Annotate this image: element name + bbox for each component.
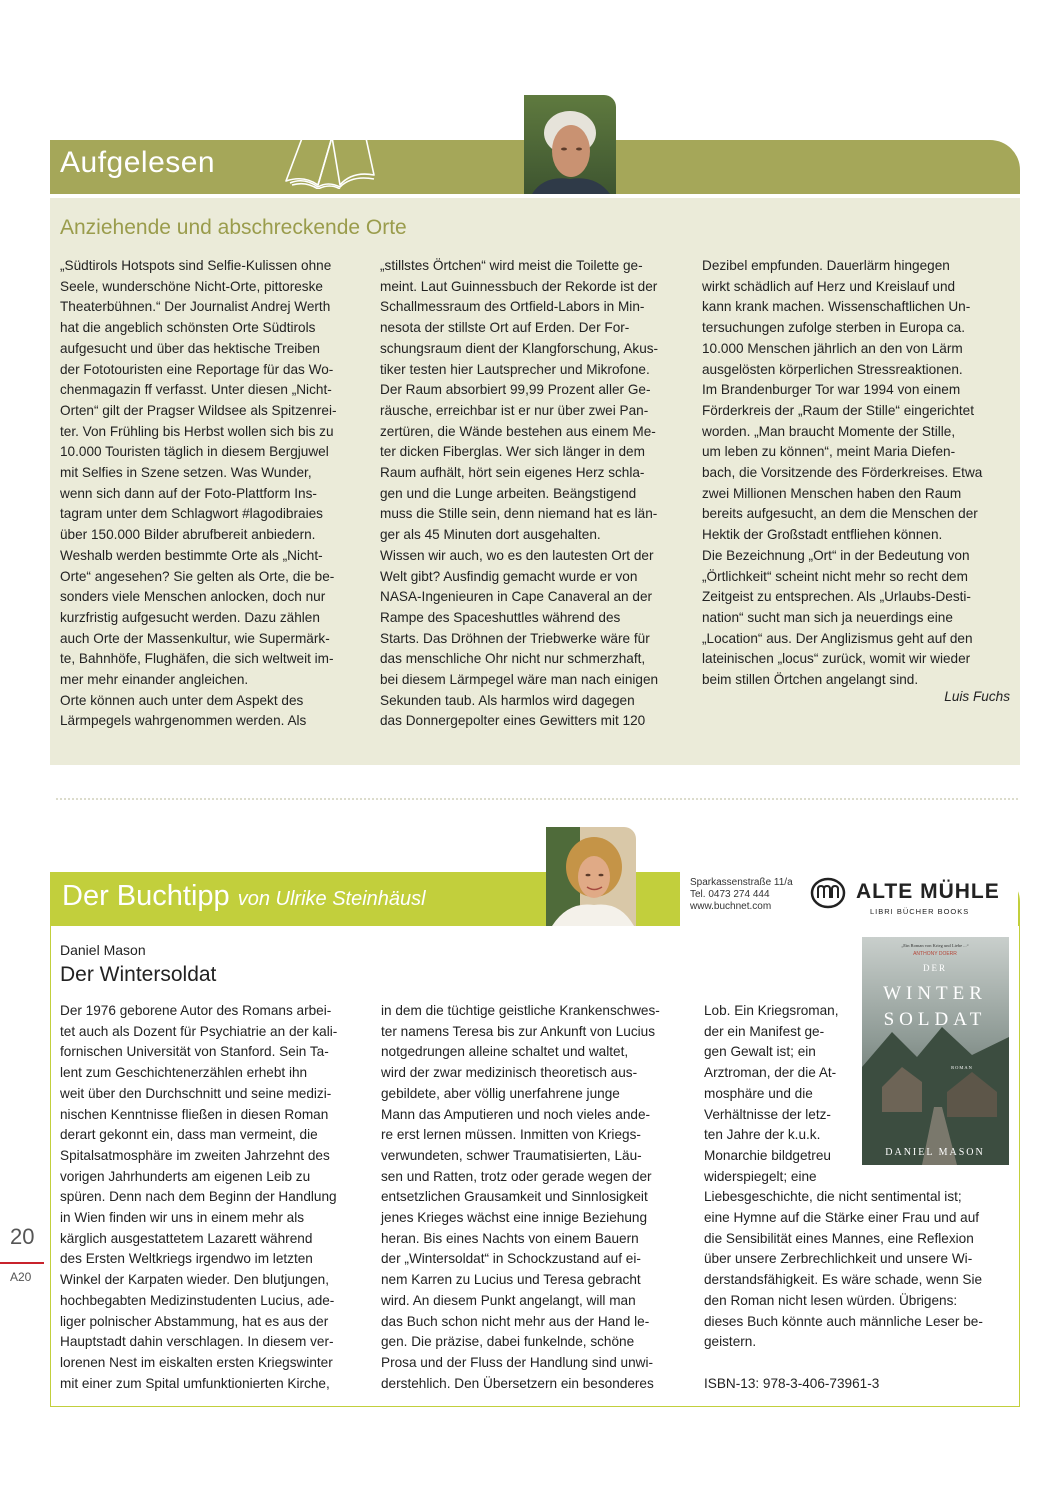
- section-divider: [56, 798, 1018, 800]
- text-line: Weshalb werden bestimmte Orte als „Nicht-: [60, 547, 323, 563]
- text-line: Der Raum absorbiert 99,99 Prozent aller Ge-: [380, 382, 651, 398]
- cover-quote-author: ANTHONY DOERR: [913, 951, 957, 957]
- text-line: wird der zwar medizinisch theoretisch aus-: [381, 1065, 638, 1081]
- article-author: Luis Fuchs: [944, 689, 1010, 704]
- text-line: derart gekonnt ein, dass man vermeint, die: [60, 1127, 318, 1143]
- text-line: verwundeten, schwer Traumatisierten, Läu-: [381, 1147, 642, 1163]
- cover-roman: ROMAN: [951, 1065, 973, 1070]
- author-photo-luis-fuchs: [524, 95, 616, 194]
- text-line: der ein Manifest ge-: [704, 1023, 825, 1039]
- text-line: das Buch schon nicht mehr aus der Hand le-: [381, 1313, 650, 1329]
- text-line: nem Karren zu Lucius und Teresa gebracht: [381, 1272, 641, 1288]
- cover-quote: „Ein Roman von Krieg und Liebe ...“: [901, 943, 969, 948]
- buchtipp-column-1: [60, 1001, 370, 1394]
- text-line: sonders viele Menschen anlocken, doch nur: [60, 589, 326, 605]
- text-line: den Roman nicht lesen würden. Übrigens:: [704, 1292, 958, 1308]
- text-line: Seele, wunderschöne Nicht-Orte, pittoreske: [60, 278, 323, 294]
- buchtipp-byline: von Ulrike Steinhäusl: [237, 888, 426, 910]
- aufgelesen-column-1: [60, 256, 370, 732]
- text-line: über unsere Zerbrechlichkeit und unsere Wi-: [704, 1251, 973, 1267]
- text-line: re erst lernen müssen. Inmitten von Kriegs-: [381, 1127, 641, 1143]
- text-line: notgedrungen alleine schaltet und waltet,: [381, 1044, 629, 1060]
- buchtipp-column-3: [704, 1001, 1014, 1394]
- text-line: um leben zu können“, meint Maria Diefen-: [702, 444, 956, 460]
- open-book-icon: [282, 117, 378, 189]
- text-line: tet auch als Dozent für Psychiatrie an der kali-: [60, 1023, 338, 1039]
- book-author: Daniel Mason: [60, 942, 146, 958]
- text-line: Starts. Das Dröhnen der Triebwerke wäre für: [380, 630, 650, 646]
- text-line: ausgelösten körperlichen Stressreaktionen.: [702, 361, 963, 377]
- address-phone: Tel. 0473 274 444: [690, 889, 770, 900]
- text-line: bei diesem Lärmpegel wäre man nach einigen: [380, 672, 659, 688]
- text-line: tagram unter dem Schlagwort #lagodibraies: [60, 506, 323, 522]
- page-number: 20: [10, 1224, 35, 1249]
- text-line: die Sensibilität eines Mannes, eine Reflexion: [704, 1230, 974, 1246]
- text-line: Dezibel empfunden. Dauerlärm hingegen: [702, 258, 950, 273]
- text-line: worden. „Man braucht Momente der Stille,: [702, 423, 956, 439]
- text-line: Liebesgeschichte, die nicht sentimental ist;: [704, 1189, 962, 1205]
- aufgelesen-title: Aufgelesen: [60, 146, 216, 179]
- cover-title-line2: SOLDAT: [883, 1009, 987, 1030]
- text-line: Hektik der Großstadt entfliehen können.: [702, 527, 943, 543]
- text-line: über 150.000 Bilder abrufbereit anbiedern.: [60, 527, 316, 543]
- text-line: „stillstes Örtchen“ wird meist die Toilette ge-: [380, 258, 643, 273]
- text-line: schungsraum dient der Klangforschung, Akus-: [380, 340, 659, 356]
- text-line: ter. Von Frühling bis Herbst wollen sich bis zu: [60, 423, 334, 439]
- address-website: www.buchnet.com: [690, 901, 772, 912]
- text-line: kann krank machen. Wissenschaftlichen Un-: [702, 299, 971, 315]
- text-line: Spitalsatmosphäre im zweiten Jahrzehnt des: [60, 1147, 330, 1163]
- text-line: in dem die tüchtige geistliche Krankenschwes-: [381, 1003, 660, 1018]
- text-line: aufgesucht und über das hektische Treiben: [60, 340, 320, 356]
- text-line: „Location“ aus. Der Anglizismus geht auf den: [702, 630, 973, 646]
- text-line: mit Selfies in Szene setzen. Was Wunder,: [60, 465, 312, 481]
- text-line: Orte“ angesehen? Sie gelten als Orte, die be-: [60, 568, 335, 584]
- text-line: kärglich ausgestattetem Lazarett während: [60, 1230, 313, 1246]
- text-line: lorenen Nest im eiskalten ersten Kriegswinter: [60, 1354, 333, 1370]
- aufgelesen-column-2: [380, 256, 690, 732]
- aufgelesen-column-3: [702, 256, 1012, 691]
- text-line: Zeitgeist zu entsprechen. Als „Urlaubs-Desti-: [702, 589, 971, 605]
- text-line: gebildete, aber völlig unerfahrene junge: [381, 1085, 620, 1101]
- text-line: des Ersten Weltkriegs irgendwo im letzten: [60, 1251, 313, 1267]
- text-line: nesota der stillste Ort auf Erden. Der For-: [380, 320, 630, 336]
- buchtipp-column-2: [381, 1001, 691, 1394]
- text-line: Die Bezeichnung „Ort“ in der Bedeutung von: [702, 547, 970, 563]
- text-line: gen und die Lunge arbeiten. Beängstigend: [380, 485, 637, 501]
- text-line: Schallmessraum des Ortfield-Labors in Min-: [380, 299, 645, 315]
- text-line: weit über den Durchschnitt und seine medizi-: [60, 1085, 332, 1101]
- text-line: ger als 45 Minuten dort ausgehalten.: [380, 527, 601, 543]
- text-line: meint. Laut Guinnessbuch der Rekorde ist der: [380, 278, 658, 294]
- text-wrap-beside-cover: [704, 1001, 854, 1187]
- text-line: gen. Die präzise, dabei funkelnde, schöne: [381, 1334, 635, 1350]
- text-line: wenn sich dann auf der Foto-Plattform Ins-: [60, 485, 317, 501]
- text-line: Wissen wir auch, wo es den lautesten Ort der: [380, 547, 654, 563]
- sponsor-logo-name: ALTE MÜHLE: [856, 880, 1000, 903]
- text-line: nischen Kenntnisse fließen in diesen Roman: [60, 1106, 329, 1122]
- text-line: Winkel der Karpaten wieder. Den blutjungen,: [60, 1272, 330, 1288]
- text-line: hat die angeblich schönsten Orte Südtirols: [60, 320, 316, 336]
- text-line: lateinischen „locus“ zurück, womit wir wieder: [702, 651, 971, 667]
- text-line: ter namens Teresa bis zur Ankunft von Lucius: [381, 1023, 656, 1039]
- text-line: liger polnischer Abstammung, hat es aus der: [60, 1313, 329, 1329]
- isbn: ISBN-13: 978-3-406-73961-3: [704, 1375, 880, 1391]
- text-line: in Wien finden wir uns in einem mehr als: [60, 1210, 305, 1226]
- text-line: hochbegabten Medizinstudenten Lucius, ade-: [60, 1292, 335, 1308]
- text-line: lent zum Geschichtenerzählen erhebt ihn: [60, 1065, 308, 1081]
- text-line: der Fototouristen eine Reportage für das Wo-: [60, 361, 334, 377]
- text-line: derstehlich. Den Übersetzern ein besonderes: [381, 1375, 654, 1391]
- text-line: Im Brandenburger Tor war 1994 von einem: [702, 382, 961, 398]
- address-street: Sparkassenstraße 11/a: [690, 877, 793, 888]
- aufgelesen-subtitle: Anziehende und abschreckende Orte: [60, 216, 407, 239]
- text-line: Lob. Ein Kriegsroman,: [704, 1003, 839, 1018]
- text-line: tersuchungen zufolge sterben in Europa ca.: [702, 320, 965, 336]
- sponsor-logo-tagline: LIBRI BÜCHER BOOKS: [870, 907, 970, 916]
- text-line: „Örtlichkeit“ scheint nicht mehr so recht dem: [702, 568, 968, 584]
- text-line: muss die Stille sein, denn niemand hat es län-: [380, 506, 658, 522]
- text-line: ten Jahre der k.u.k.: [704, 1127, 821, 1143]
- text-line: zertüren, die Wände bestehen aus einem Me-: [380, 423, 656, 439]
- text-line: nation“ sucht man sich ja neuerdings eine: [702, 609, 953, 625]
- text-line: kurzfristig aufgesucht werden. Dazu zählen: [60, 609, 320, 625]
- text-line: 10.000 Menschen jährlich an den von Lärm: [702, 340, 963, 356]
- text-line: Förderkreis der „Raum der Stille“ eingerichtet: [702, 402, 974, 418]
- text-line: bach, die Vorsitzende des Förderkreises. Etwa: [702, 465, 983, 481]
- text-line: das menschliche Ohr nicht nur schmerzhaft,: [380, 651, 646, 667]
- text-line: Der 1976 geborene Autor des Romans arbei-: [60, 1003, 332, 1018]
- text-line: Prosa und der Fluss der Handlung sind unwi-: [381, 1354, 654, 1370]
- text-line: Monarchie bildgetreu: [704, 1147, 831, 1163]
- text-line: eine Hymne auf die Stärke einer Frau und auf: [704, 1210, 980, 1226]
- text-line: Sekunden taub. Als harmlos wird dagegen: [380, 692, 635, 708]
- buchtipp-title: [62, 880, 426, 913]
- text-line: Welt gibt? Ausfindig gemacht wurde er von: [380, 568, 638, 584]
- text-line: mosphäre und die: [704, 1085, 813, 1101]
- text-line: widerspiegelt; eine: [704, 1168, 817, 1184]
- cover-author: DANIEL MASON: [885, 1147, 985, 1158]
- text-line: Orte können auch unter dem Aspekt des: [60, 692, 304, 708]
- text-line: vorigen Jahrhunderts am eigenen Leib zu: [60, 1168, 311, 1184]
- text-line: Rampe des Spaceshuttles während des: [380, 609, 621, 625]
- cover-der: DER: [923, 963, 947, 973]
- text-line: Arztroman, der die At-: [704, 1065, 837, 1081]
- text-line: derstandsfähigkeit. Es wäre schade, wenn Sie: [704, 1272, 983, 1288]
- text-line: spüren. Denn nach dem Beginn der Handlung: [60, 1189, 337, 1205]
- text-line: 10.000 Touristen täglich in diesem Bergjuwel: [60, 444, 329, 460]
- author-photo-ulrike-steinhaeusl: [546, 827, 636, 926]
- text-line: heran. Bis eines Nachts von einem Bauern: [381, 1230, 639, 1246]
- mill-logo-icon: [810, 877, 846, 909]
- text-line: tiker testen hier Lautsprecher und Mikrofone.: [380, 361, 650, 377]
- text-line: bereits aufgesucht, an dem die Menschen der: [702, 506, 978, 522]
- text-line: NASA-Ingenieuren in Cape Canaveral an der: [380, 589, 653, 605]
- text-line: Theaterbühnen.“ Der Journalist Andrej Werth: [60, 299, 331, 315]
- text-line: dieses Buch könnte auch männliche Leser be-: [704, 1313, 983, 1329]
- text-line: wird. An diesem Punkt angelangt, will man: [381, 1292, 636, 1308]
- book-title: Der Wintersoldat: [60, 963, 217, 986]
- text-line: das Donnergepolter eines Gewitters mit 120: [380, 713, 646, 729]
- text-line: beim stillen Örtchen angelangt sind.: [702, 672, 919, 688]
- text-line: Verhältnisse der letz-: [704, 1106, 831, 1122]
- text-line: zwei Millionen Menschen haben den Raum: [702, 485, 962, 501]
- text-line: räusche, erreichbar ist er nur über zwei Pan-: [380, 402, 649, 418]
- text-line: sen und Ratten, trotz oder gerade wegen der: [381, 1168, 652, 1184]
- text-line: fornischen Universität von Stanford. Sein Ta-: [60, 1044, 329, 1060]
- text-line: mit einer zum Spital umfunktionierten Kirche,: [60, 1375, 330, 1391]
- text-line: Lärmpegels wahrgenommen werden. Als: [60, 713, 307, 729]
- sponsor-address: [690, 877, 793, 913]
- text-line: mer mehr einander angleichen.: [60, 672, 249, 688]
- page-number-rule: [0, 1262, 44, 1264]
- text-line: Orten“ gilt der Pragser Wildsee als Spitzenrei-: [60, 402, 337, 418]
- text-line: Hauptstadt dahin verschlagen. In diesem ver-: [60, 1334, 334, 1350]
- text-line: Mann das Amputieren und noch vieles ande-: [381, 1106, 651, 1122]
- page-code: A20: [10, 1270, 32, 1284]
- text-line: geistern.: [704, 1334, 757, 1350]
- text-line: ter dicken Fiberglas. Wer sich länger in dem: [380, 444, 645, 460]
- text-line: Raum aufhält, hört sein eigenes Herz schla-: [380, 465, 645, 481]
- text-line: chenmagazin ff verfasst. Unter diesen „Nicht-: [60, 382, 332, 398]
- text-line: „Südtirols Hotspots sind Selfie-Kulissen ohne: [60, 258, 332, 273]
- text-line: auch Orte der Massenkultur, wie Supermärk-: [60, 630, 330, 646]
- cover-title-line1: WINTER: [883, 983, 987, 1004]
- text-line: jenes Krieges wächst eine innige Beziehung: [381, 1210, 648, 1226]
- text-line: wirkt schädlich auf Herz und Kreislauf und: [702, 278, 956, 294]
- text-line: gen Gewalt ist; ein: [704, 1044, 816, 1060]
- text-line: te, Bahnhöfe, Flughäfen, die sich weltweit im-: [60, 651, 334, 667]
- text-line: der „Wintersoldat“ in Schockzustand auf ei-: [381, 1251, 641, 1267]
- buchtipp-title-text: Der Buchtipp: [62, 880, 230, 912]
- text-line: entsetzlichen Grausamkeit und Sinnlosigkeit: [381, 1189, 648, 1205]
